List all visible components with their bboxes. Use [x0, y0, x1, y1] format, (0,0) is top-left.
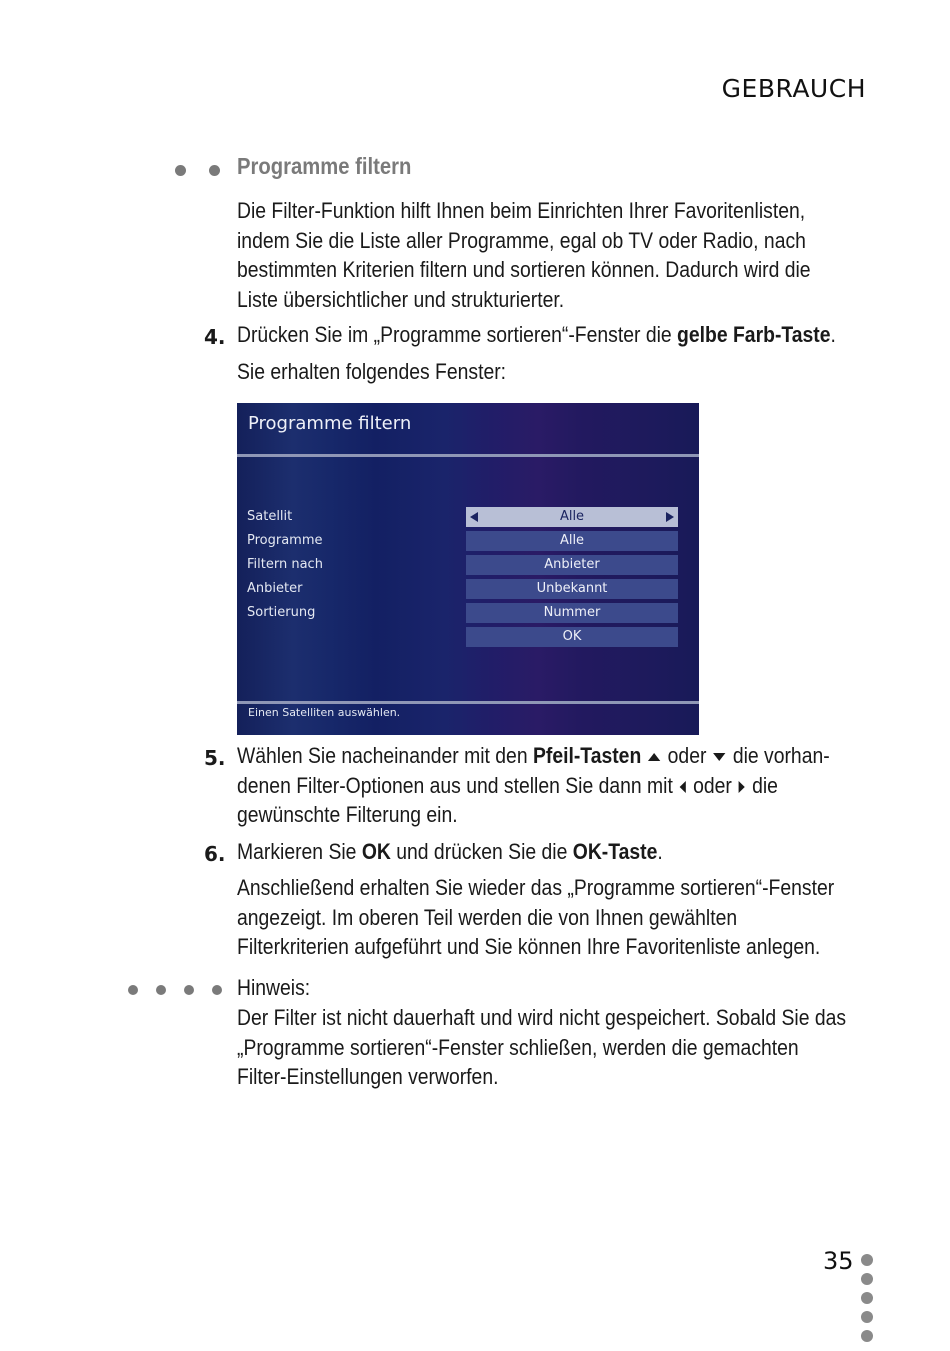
step-4-text: Drücken Sie im „Programme sortieren“-Fenster die gelbe Farb-Taste. — [237, 322, 836, 347]
tv-value-filtern-nach[interactable]: Anbieter — [466, 555, 678, 575]
note-label: Hinweis: — [237, 975, 311, 1000]
tv-value-anbieter[interactable]: Unbekannt — [466, 579, 678, 599]
arrow-left-icon — [470, 512, 478, 522]
header-title: GEBRAUCH — [721, 74, 866, 103]
note-bullet — [184, 985, 194, 995]
step-4-after: Sie erhalten folgendes Fenster: — [237, 359, 507, 384]
tv-screen — [237, 403, 699, 735]
step-number-5: 5. — [204, 746, 226, 770]
section-bullet — [175, 165, 186, 176]
tv-label-filtern-nach: Filtern nach — [247, 557, 323, 572]
page-dot — [861, 1254, 873, 1266]
tv-label-sortierung: Sortierung — [247, 605, 316, 620]
tv-value-sortierung[interactable]: Nummer — [466, 603, 678, 623]
note-bullet — [212, 985, 222, 995]
step-6-text: Markieren Sie OK und drücken Sie die OK-Taste. — [237, 839, 663, 864]
page-dot — [861, 1330, 873, 1342]
arrow-up-icon — [648, 753, 660, 761]
tv-help-text: Einen Satelliten auswählen. — [248, 706, 401, 719]
page-number: 35 — [823, 1247, 854, 1275]
page-dot — [861, 1273, 873, 1285]
section-bullet — [209, 165, 220, 176]
arrow-left-icon — [680, 781, 686, 793]
page-dot — [861, 1292, 873, 1304]
page-dot — [861, 1311, 873, 1323]
tv-value-programme[interactable]: Alle — [466, 531, 678, 551]
step-number-4: 4. — [204, 325, 226, 349]
tv-label-satellit: Satellit — [247, 509, 293, 524]
step-5-text: Wählen Sie nacheinander mit den Pfeil-Tasten oder die vorhan- denen Filter-Optionen aus und stellen Sie dann mit oder die gewünschte Filterung ein. — [237, 743, 830, 827]
intro-paragraph: Die Filter-Funktion hilft Ihnen beim Einrichten Ihrer Favoritenlisten, indem Sie die Liste aller Programme, egal ob TV oder Radio, nach bestimmten Kriterien filtern und sortieren können. Dadurch wird die Liste übersichtlicher und strukturierter. — [237, 198, 811, 312]
tv-divider — [237, 454, 699, 457]
step-6-after: Anschließend erhalten Sie wieder das „Programme sortieren“-Fenster angezeigt. Im oberen Teil werden die von Ihnen gewählten Filterkriterien aufgeführt und Sie können Ihre Favoritenliste anlegen. — [237, 875, 835, 959]
tv-label-anbieter: Anbieter — [247, 581, 303, 596]
arrow-right-icon — [666, 512, 674, 522]
tv-ok-button[interactable]: OK — [466, 627, 678, 647]
tv-label-programme: Programme — [247, 533, 323, 548]
arrow-right-icon — [739, 781, 745, 793]
step-number-6: 6. — [204, 842, 226, 866]
arrow-down-icon — [713, 753, 725, 761]
section-title: Programme filtern — [237, 153, 412, 179]
note-bullet — [156, 985, 166, 995]
tv-value-satellit[interactable]: Alle — [466, 507, 678, 527]
note-bullet — [128, 985, 138, 995]
tv-divider — [237, 701, 699, 704]
tv-title: Programme filtern — [248, 413, 412, 434]
note-text: Der Filter ist nicht dauerhaft und wird nicht gespeichert. Sobald Sie das „Programme sortieren“-Fenster schließen, werden die gemachten Filter-Einstellungen verworfen. — [237, 1005, 847, 1089]
